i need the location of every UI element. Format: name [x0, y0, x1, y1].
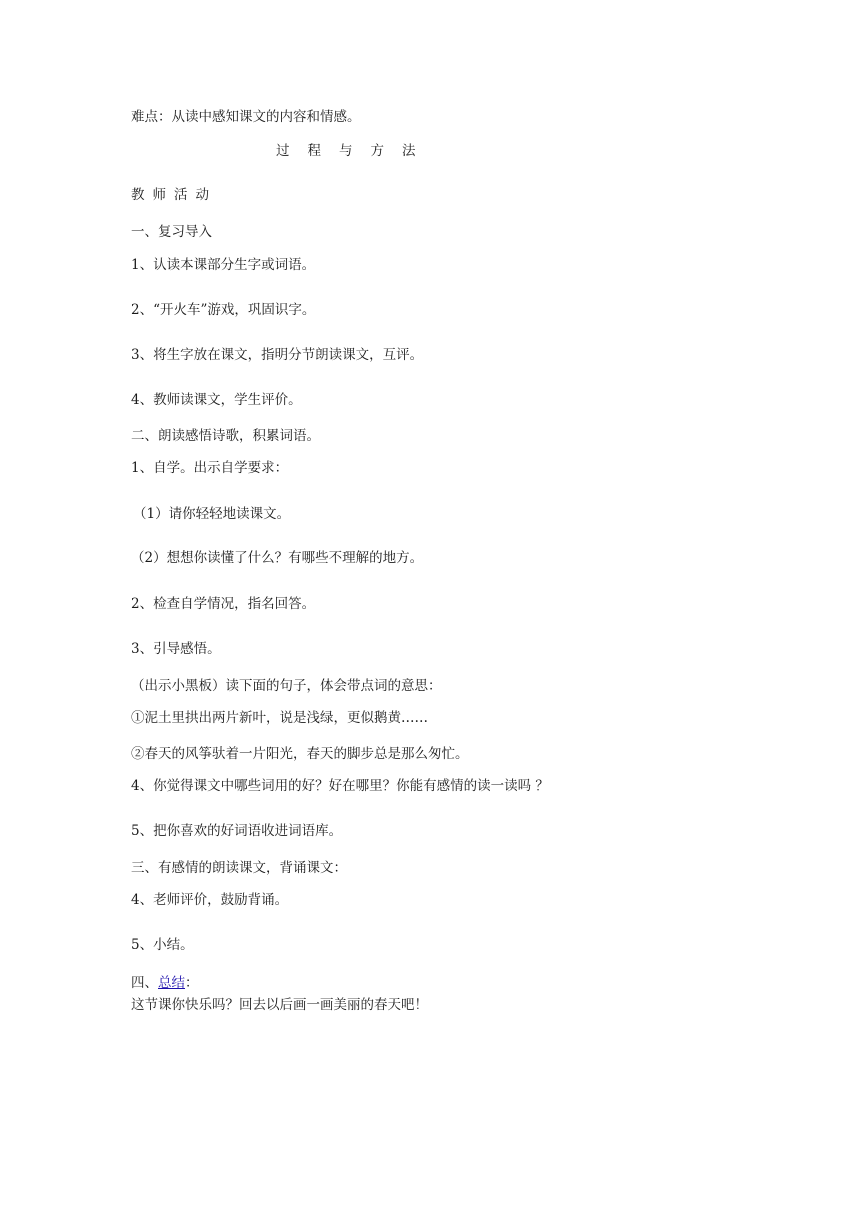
part3-item-4: 4、老师评价，鼓励背诵。 [131, 892, 289, 908]
teacher-activity-heading: 教师活动 [131, 187, 217, 203]
part2-sub-2: （2）想想你读懂了什么？有哪些不理解的地方。 [131, 550, 424, 566]
part2-sub-1: （1）请你轻轻地读课文。 [133, 506, 291, 522]
part2-item-3: 3、引导感悟。 [131, 641, 221, 657]
part4-suffix: ： [185, 975, 199, 991]
part2-sentence-1: ①泥土里拱出两片新叶，说是浅绿，更似鹅黄…… [131, 710, 428, 726]
part1-item-4: 4、教师读课文，学生评价。 [131, 392, 302, 408]
closing-line: 这节课你快乐吗？回去以后画一画美丽的春天吧！ [131, 997, 428, 1013]
part3-heading: 三、有感情的朗读课文，背诵课文： [131, 860, 347, 876]
part2-item-1: 1、自学。出示自学要求： [131, 460, 289, 476]
part1-heading: 一、复习导入 [131, 224, 212, 240]
part4-prefix: 四、 [131, 975, 158, 991]
part3-item-5: 5、小结。 [131, 937, 194, 953]
part1-item-1: 1、认读本课部分生字或词语。 [131, 257, 316, 273]
part1-item-3: 3、将生字放在课文，指明分节朗读课文，互评。 [131, 347, 424, 363]
summary-link[interactable]: 总结 [158, 975, 185, 991]
part2-item-2: 2、检查自学情况，指名回答。 [131, 596, 316, 612]
part2-heading: 二、朗读感悟诗歌，积累词语。 [131, 428, 320, 444]
part2-item-5: 5、把你喜欢的好词语收进词语库。 [131, 823, 343, 839]
part2-note: （出示小黑板）读下面的句子，体会带点词的意思： [131, 678, 442, 694]
part2-sentence-2: ②春天的风筝驮着一片阳光，春天的脚步总是那么匆忙。 [131, 746, 469, 762]
part1-item-2: 2、“开火车”游戏，巩固识字。 [131, 302, 316, 318]
part4-heading [131, 974, 199, 992]
difficulty-line: 难点：从读中感知课文的内容和情感。 [131, 109, 361, 125]
part2-item-4: 4、你觉得课文中哪些词用的好？好在哪里？你能有感情的读一读吗 ？ [131, 778, 549, 794]
section-title: 过程与方法 [276, 143, 434, 159]
